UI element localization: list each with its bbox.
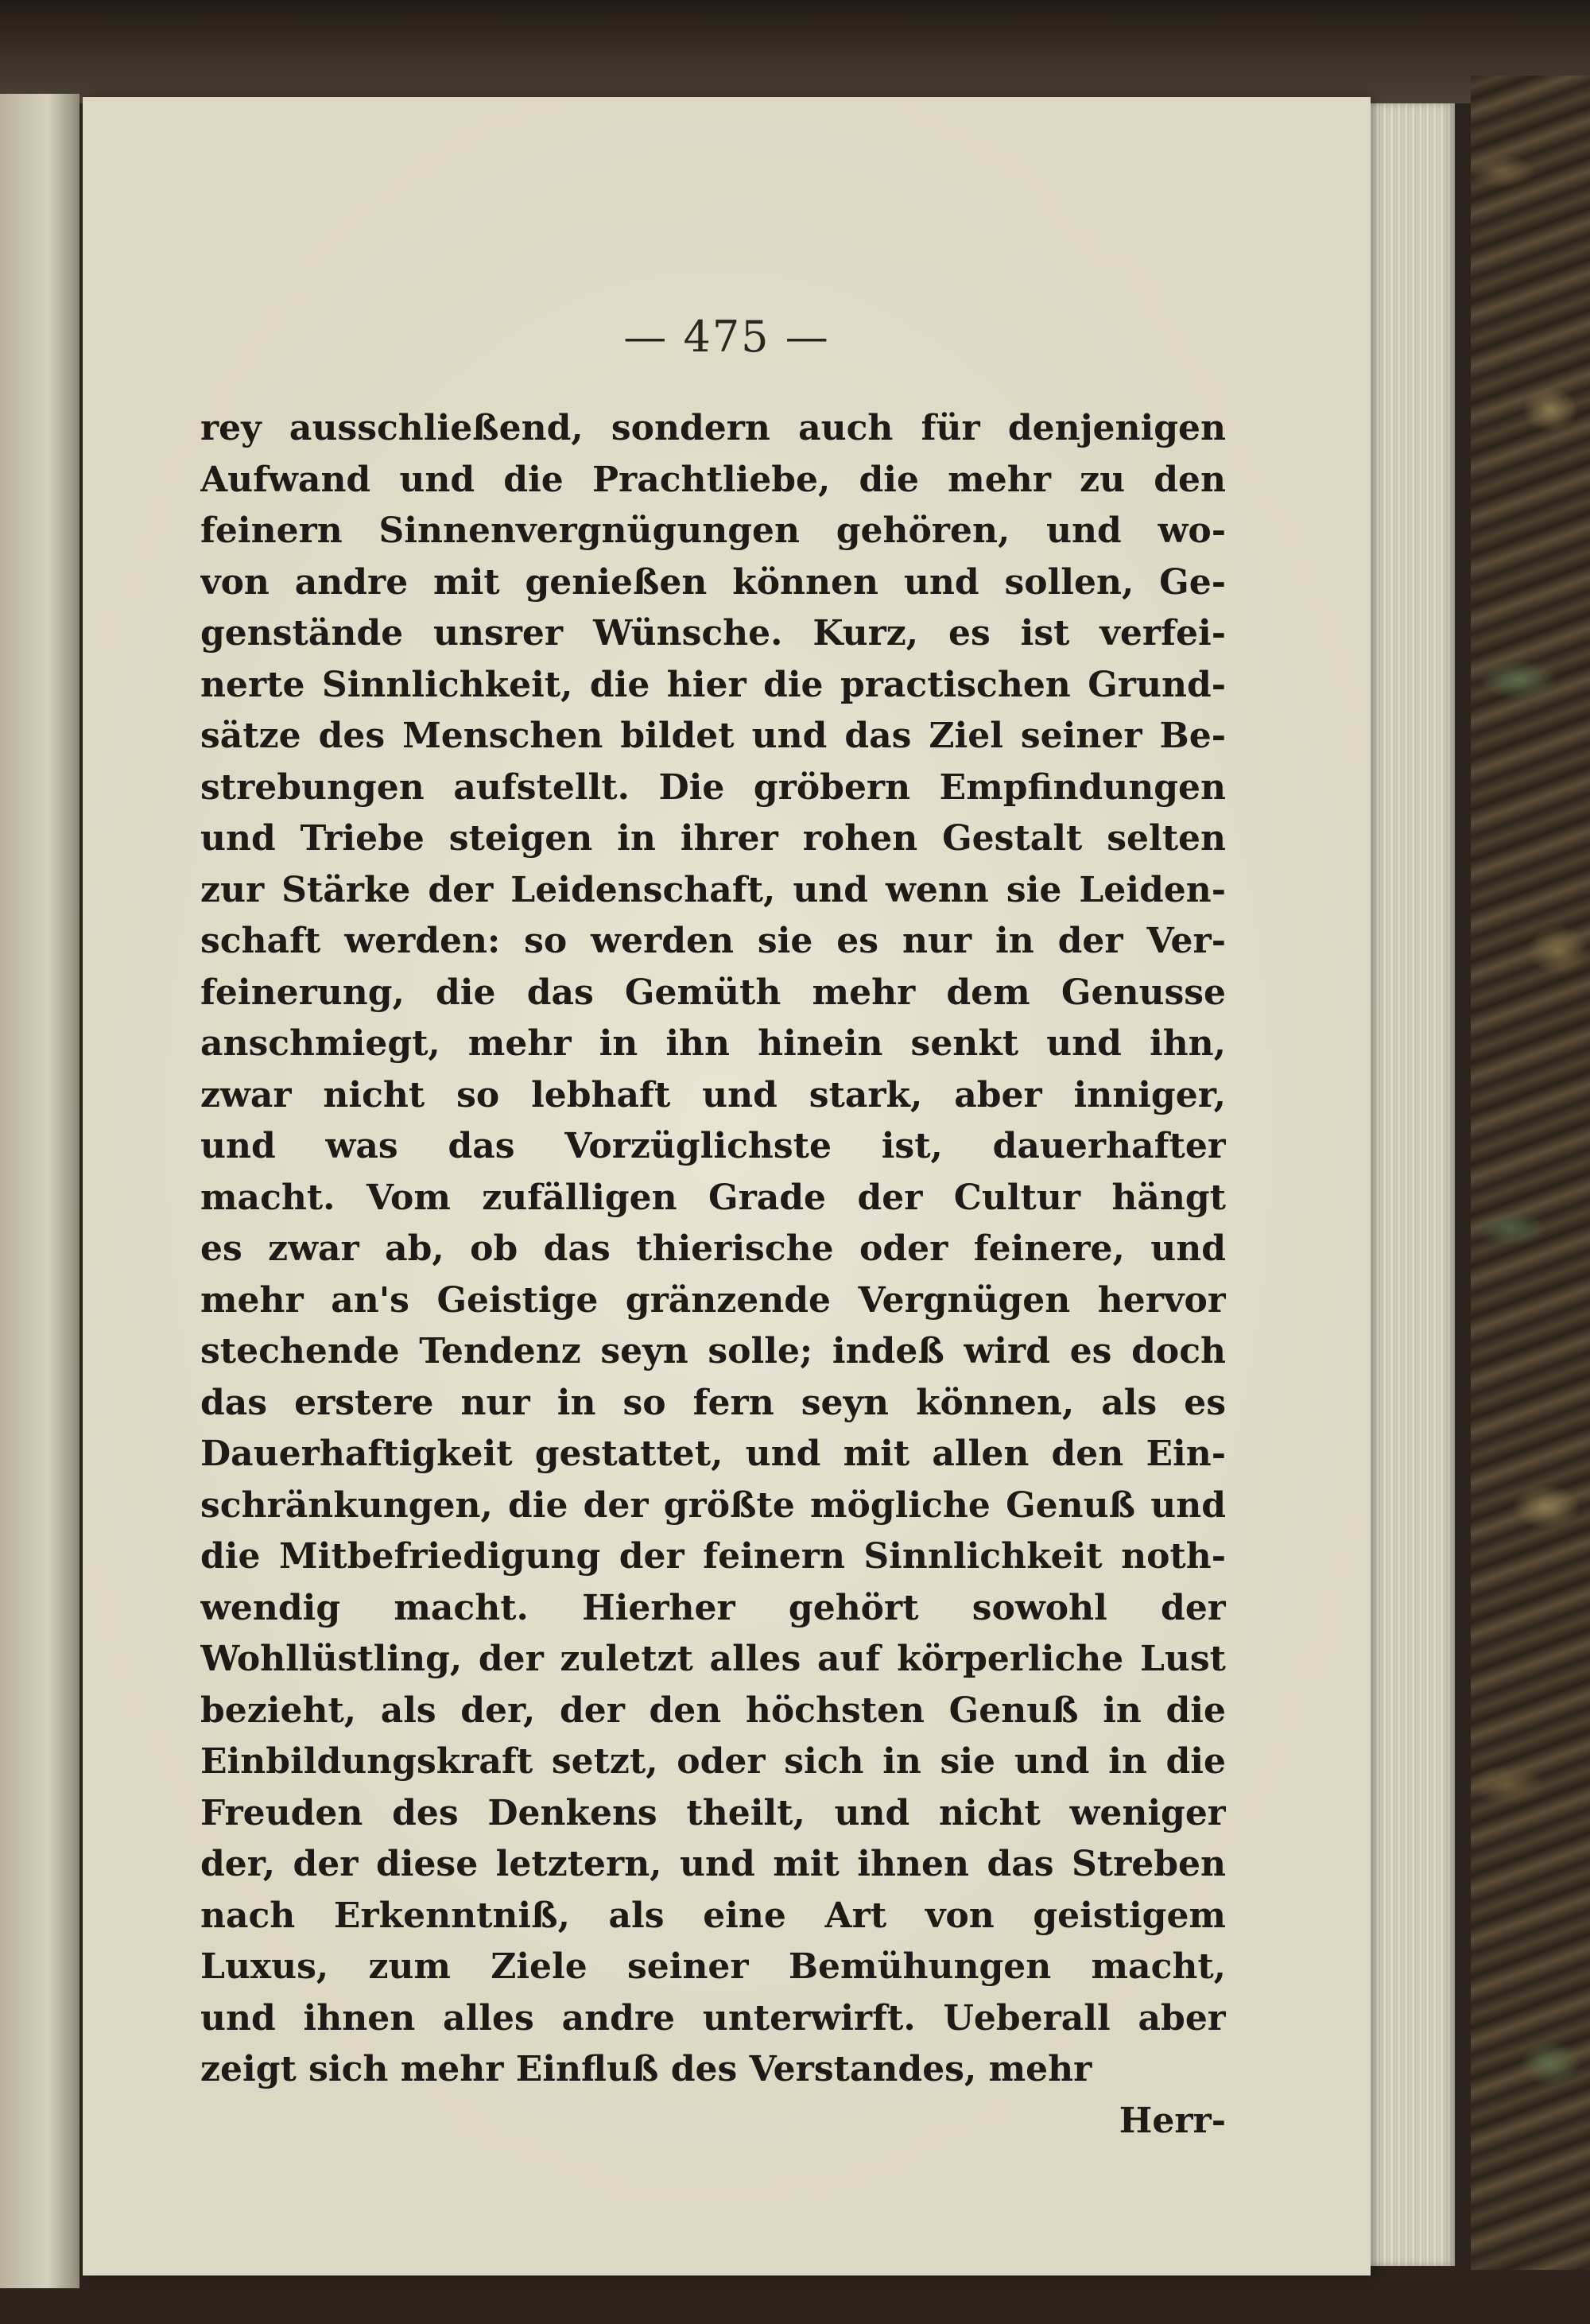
text-line: wendig macht. Hierher gehört sowohl der [200, 1587, 1226, 1628]
text-line: genstände unsrer Wünsche. Kurz, es ist verfei- [200, 613, 1226, 654]
text-line: sätze des Menschen bildet und das Ziel seiner Be- [200, 716, 1226, 756]
text-line: das erstere nur in so fern seyn können, als es [200, 1382, 1226, 1423]
text-line: und ihnen alles andre unterwirft. Ueberall aber [200, 1997, 1226, 2039]
body-text [200, 403, 1226, 2147]
text-line: mehr an's Geistige gränzende Vergnügen hervor [200, 1279, 1226, 1321]
text-line: nach Erkenntniß, als eine Art von geistigem [200, 1895, 1226, 1936]
text-line: und Triebe steigen in ihrer rohen Gestalt selten [200, 818, 1226, 859]
text-line: zur Stärke der Leidenschaft, und wenn sie Leiden- [200, 869, 1226, 910]
text-line: nerte Sinnlichkeit, die hier die practischen Grund- [200, 664, 1226, 705]
text-line: die Mitbefriedigung der feinern Sinnlichkeit noth- [200, 1536, 1226, 1577]
text-line: zeigt sich mehr Einfluß des Verstandes, mehr [200, 2049, 1092, 2089]
text-line: macht. Vom zufälligen Grade der Cultur hängt [200, 1177, 1226, 1218]
text-line: Aufwand und die Prachtliebe, die mehr zu den [200, 459, 1226, 500]
text-line: Freuden des Denkens theilt, und nicht weniger [200, 1792, 1226, 1833]
text-line: zwar nicht so lebhaft und stark, aber inniger, [200, 1074, 1226, 1115]
text-line: Dauerhaftigkeit gestattet, und mit allen den Ein- [200, 1434, 1226, 1474]
text-line: Luxus, zum Ziele seiner Bemühungen macht, [200, 1946, 1226, 1987]
text-line: schränkungen, die der größte mögliche Genuß und [200, 1484, 1226, 1526]
text-line: es zwar ab, ob das thierische oder feinere, und [200, 1228, 1226, 1269]
text-line: rey ausschließend, sondern auch für denjenigen [200, 408, 1226, 448]
text-line: der, der diese letztern, und mit ihnen das Streben [200, 1844, 1226, 1884]
text-line: strebungen aufstellt. Die gröbern Empfindungen [200, 766, 1226, 808]
cover-board-top [0, 0, 1590, 103]
text-line: von andre mit genießen können und sollen, Ge- [200, 561, 1226, 603]
marbled-cover-edge [1471, 76, 1590, 2270]
text-line: bezieht, als der, der den höchsten Genuß in die [200, 1690, 1226, 1731]
page-number: — 475 — [623, 312, 830, 362]
text-line: anschmiegt, mehr in ihn hinein senkt und ihn, [200, 1023, 1226, 1064]
book-page [83, 97, 1371, 2276]
facing-page-edge [0, 94, 80, 2288]
text-line: stechende Tendenz seyn solle; indeß wird es doch [200, 1331, 1226, 1372]
text-line: Einbildungskraft setzt, oder sich in sie und in die [200, 1741, 1226, 1782]
text-line: und was das Vorzüglichste ist, dauerhafter [200, 1126, 1226, 1166]
text-line: schaft werden: so werden sie es nur in der Ver- [200, 921, 1226, 961]
text-line: feinern Sinnenvergnügungen gehören, und wo- [200, 510, 1226, 551]
catchword: Herr- [1119, 2100, 1226, 2141]
text-line: Wohllüstling, der zuletzt alles auf körperliche Lust [200, 1639, 1226, 1679]
text-line: feinerung, die das Gemüth mehr dem Genusse [200, 972, 1226, 1013]
